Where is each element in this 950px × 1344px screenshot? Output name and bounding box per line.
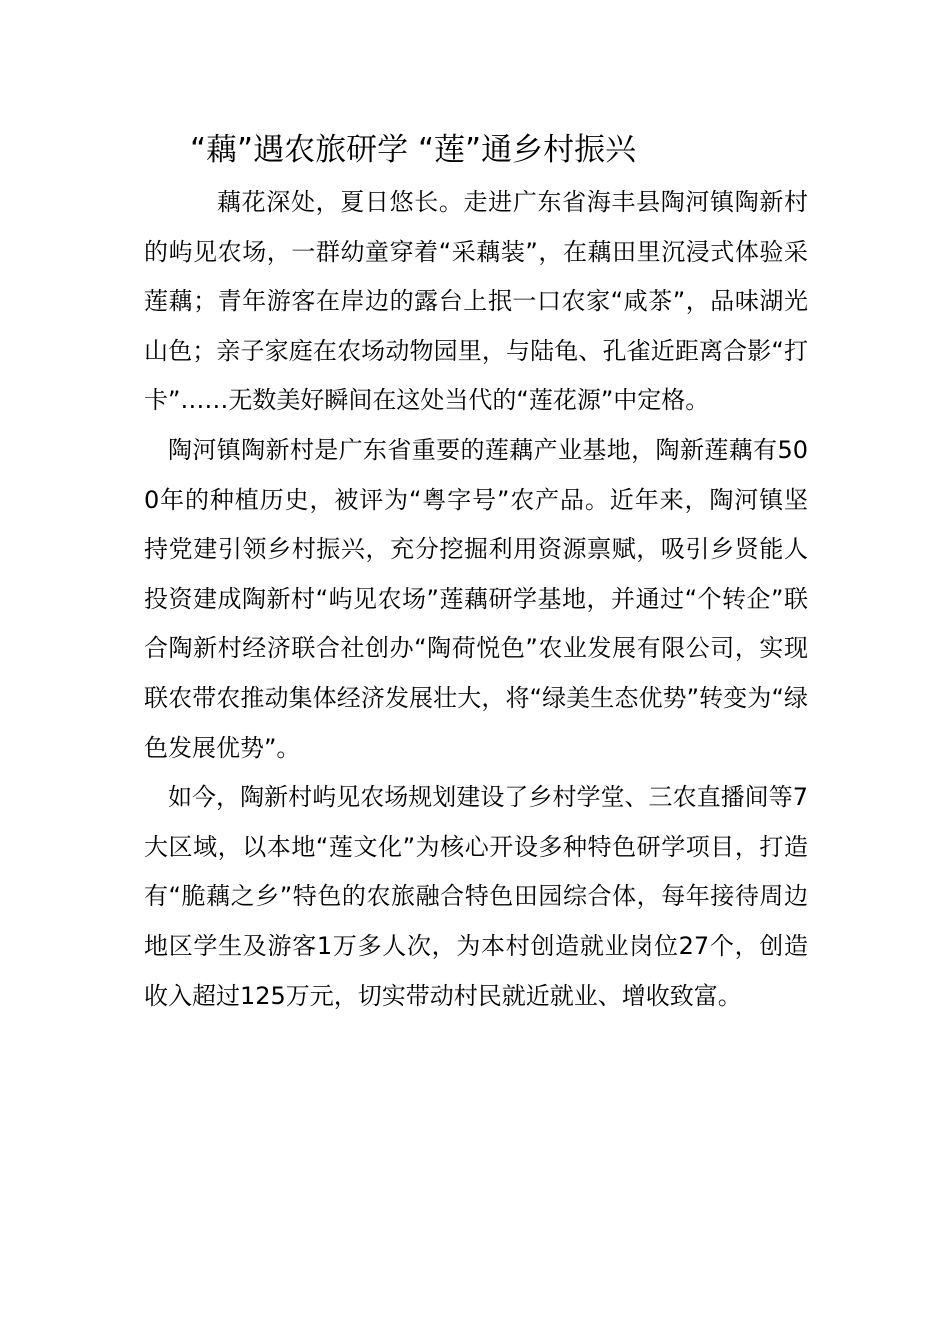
paragraph-1: 藕花深处，夏日悠长。走进广东省海丰县陶河镇陶新村的屿见农场，一群幼童穿着“采藕装”，在藕田里沉浸式体验采莲藕；青年游客在岸边的露台上抿一口农家“咸茶”，品味湖光山色；亲子家庭在农场动物园里，与陆龟、孔雀近距离合影“打卡”……无数美好瞬间在这处当代的“莲花源”中定格。: [144, 188, 808, 415]
paragraph-3: 如今，陶新村屿见农场规划建设了乡村学堂、三农直播间等7大区域，以本地“莲文化”为核心开设多种特色研学项目，打造有“脆藕之乡”特色的农旅融合特色田园综合体，每年接待周边地区学生及游客1万多人次，为本村创造就业岗位27个，创造收入超过125万元，切实带动村民就近就业、增收致富。: [144, 783, 808, 1010]
document-body: [144, 178, 808, 1021]
document-title: “藕”遇农旅研学 “莲”通乡村振兴: [190, 132, 637, 168]
paragraph-2: 陶河镇陶新村是广东省重要的莲藕产业基地，陶新莲藕有500年的种植历史，被评为“粤字号”农产品。近年来，陶河镇坚持党建引领乡村振兴，充分挖掘利用资源禀赋，吸引乡贤能人投资建成陶新村“屿见农场”莲藕研学基地，并通过“个转企”联合陶新村经济联合社创办“陶荷悦色”农业发展有限公司，实现联农带农推动集体经济发展壮大，将“绿美生态优势”转变为“绿色发展优势”。: [144, 435, 808, 762]
